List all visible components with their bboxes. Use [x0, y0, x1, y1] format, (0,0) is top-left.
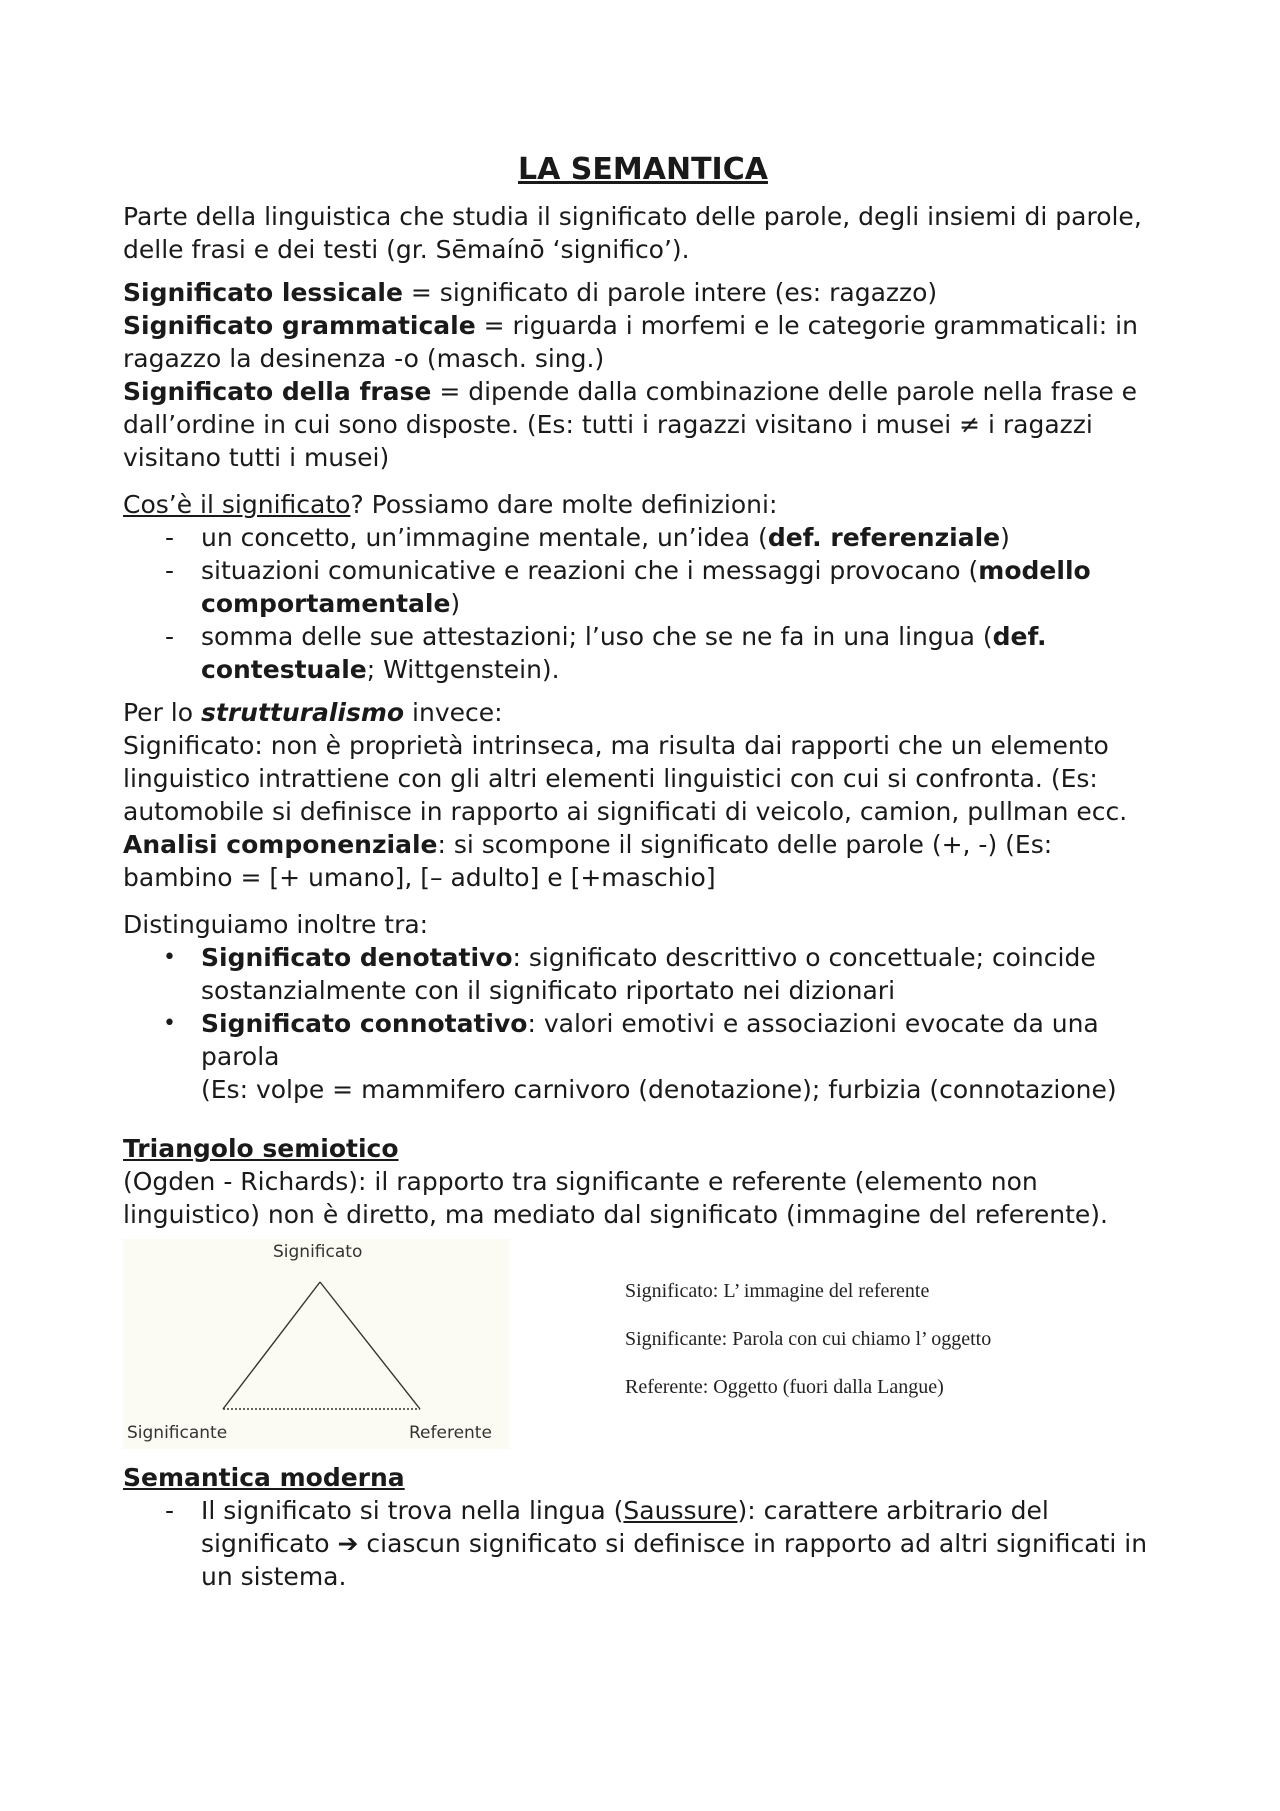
list-item-text: somma delle sue attestazioni; l’uso che se ne fa in una lingua (: [201, 622, 993, 651]
list-item-text: : significato descrittivo o concettuale; coincide sostanzialmente con il significato riportato nei dizionari: [201, 943, 1096, 1005]
distinguish-intro: Distinguiamo inoltre tra:: [123, 910, 429, 939]
semiotic-triangle-diagram: [123, 1239, 509, 1449]
definition-term: Significato grammaticale: [123, 311, 476, 340]
list-item: [123, 1494, 1163, 1593]
structuralism-post: invece:: [404, 698, 503, 727]
definition-text: = dipende dalla combinazione delle parole nella frase e dall’ordine in cui sono disposte. (Es: tutti i ragazzi visitano i musei ≠ i ragazzi visitano tutti i musei): [123, 377, 1138, 472]
what-is-intro: [123, 488, 1163, 521]
list-item: [123, 941, 1163, 1007]
list-item: [123, 521, 1163, 554]
list-marker: -: [165, 523, 175, 552]
triangle-section: [123, 1132, 1163, 1451]
list-item-bold: def. contestuale: [201, 622, 1047, 684]
list-item-text: : valori emotivi e associazioni evocate da una parola: [201, 1009, 1099, 1071]
distinguish-list: [123, 941, 1163, 1106]
what-is-rest: ? Possiamo dare molte definizioni:: [350, 490, 778, 519]
what-is-section: [123, 488, 1163, 686]
list-item-after: ; Wittgenstein).: [366, 655, 560, 684]
modern-section: [123, 1461, 1163, 1593]
legend-item: Significante: Parola con cui chiamo l’ oggetto: [625, 1328, 992, 1350]
list-marker: -: [165, 622, 175, 651]
page-title: LA SEMANTICA: [518, 152, 768, 187]
what-is-link: Cos’è il significato: [123, 490, 351, 519]
modern-mid: ): carattere arbitrario del significato: [201, 1496, 1049, 1558]
label-significato: Significato: [273, 1242, 363, 1262]
triangle-legend: [625, 1279, 991, 1423]
list-item-after: ): [450, 589, 461, 618]
definition-frase: [123, 375, 1163, 474]
triangle-svg: [123, 1239, 509, 1449]
definition-grammaticale: [123, 309, 1163, 375]
label-referente: Referente: [409, 1423, 492, 1443]
triangle-text: (Ogden - Richards): il rapporto tra significante e referente (elemento non linguistico) non è diretto, ma mediato dal significato (immagine del referente).: [123, 1167, 1108, 1229]
modern-post: ciascun significato si definisce in rapporto ad altri significati in un sistema.: [201, 1529, 1148, 1591]
componential-term: Analisi componenziale: [123, 830, 438, 859]
list-item: [123, 554, 1163, 620]
componential-text: : si scompone il significato delle parole (+, -) (Es: bambino = [+ umano], [– adulto] e [+maschio]: [123, 830, 1053, 892]
definitions-block: [123, 276, 1163, 474]
definition-term: Significato della frase: [123, 377, 432, 406]
definition-term: Significato lessicale: [123, 278, 403, 307]
list-item-term: Significato denotativo: [201, 943, 513, 972]
bullet-marker: •: [163, 1011, 176, 1036]
list-item: [123, 1007, 1163, 1106]
definition-text: = riguarda i morfemi e le categorie grammaticali: in ragazzo la desinenza -o (masch. sing.): [123, 311, 1138, 373]
structuralism-definition: Significato: non è proprietà intrinseca, ma risulta dai rapporti che un elemento linguistico intrattiene con gli altri elementi linguistici con cui si confronta. (Es: automobile si definisce in rapporto ai significati di veicolo, camion, pullman ecc.: [123, 731, 1128, 826]
list-item-example: (Es: volpe = mammifero carnivoro (denotazione); furbizia (connotazione): [201, 1075, 1117, 1104]
modern-heading: Semantica moderna: [123, 1463, 405, 1492]
modern-list: [123, 1494, 1163, 1593]
saussure-link: Saussure: [623, 1496, 738, 1525]
distinguish-section: [123, 908, 1163, 1106]
componential-analysis: [123, 828, 1163, 894]
structuralism-section: [123, 696, 1163, 894]
list-marker: -: [165, 1496, 175, 1525]
bullet-marker: •: [163, 945, 176, 970]
list-item-term: Significato connotativo: [201, 1009, 528, 1038]
triangle-side-significato-significante: [223, 1282, 320, 1409]
structuralism-pre: Per lo: [123, 698, 201, 727]
arrow-right-icon: ➔: [337, 1529, 359, 1558]
list-item-bold: modello comportamentale: [201, 556, 1091, 618]
definition-text: = significato di parole intere (es: ragazzo): [402, 278, 938, 307]
list-item: [123, 620, 1163, 686]
legend-item: Significato: L’ immagine del referente: [625, 1280, 930, 1302]
definitions-list: [123, 521, 1163, 686]
list-item-text: situazioni comunicative e reazioni che i messaggi provocano (: [201, 556, 979, 585]
structuralism-intro: [123, 696, 1163, 729]
list-item-text: un concetto, un’immagine mentale, un’idea (: [201, 523, 768, 552]
list-marker: -: [165, 556, 175, 585]
list-item-after: ): [1000, 523, 1010, 552]
structuralism-term: strutturalismo: [200, 698, 405, 727]
semiotic-figure: [123, 1239, 1163, 1451]
definition-lessicale: [123, 276, 1163, 309]
label-significante: Significante: [127, 1423, 228, 1443]
document-content: [123, 150, 1163, 1593]
intro-paragraph: Parte della linguistica che studia il significato delle parole, degli insiemi di parole, delle frasi e dei testi (gr. Sēmaínō ‘significo’).: [123, 202, 1142, 264]
triangle-side-significato-referente: [320, 1282, 420, 1409]
modern-pre: Il significato si trova nella lingua (: [201, 1496, 624, 1525]
list-item-bold: def. referenziale: [767, 523, 1001, 552]
triangle-heading: Triangolo semiotico: [123, 1134, 399, 1163]
legend-item: Referente: Oggetto (fuori dalla Langue): [625, 1376, 944, 1398]
